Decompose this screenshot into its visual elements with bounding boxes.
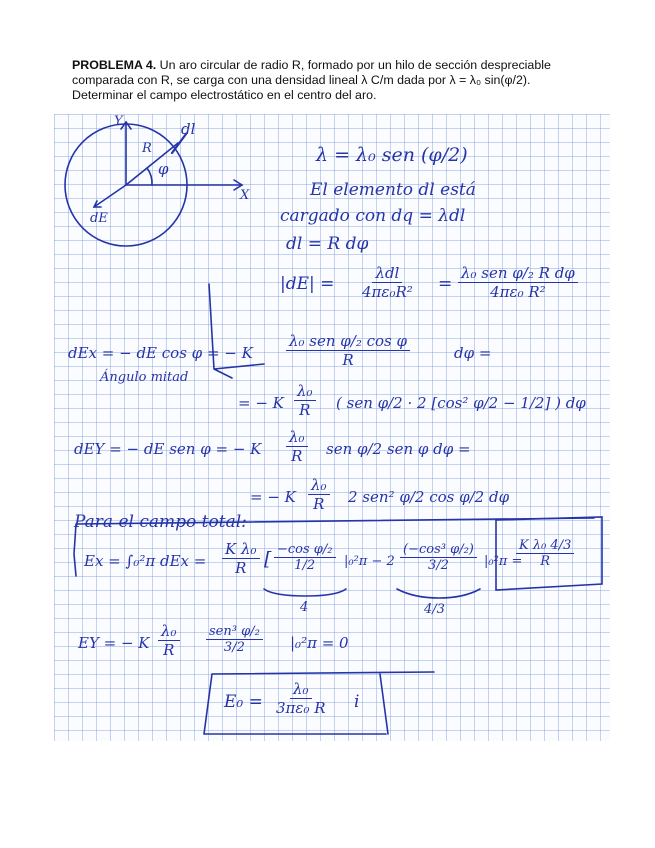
handwritten-solution-sheet bbox=[54, 114, 610, 741]
dex-fraction: λ₀ sen φ/₂ cos φ R bbox=[286, 332, 410, 369]
y-axis-label: Y bbox=[114, 114, 123, 129]
de-label: dE bbox=[90, 211, 108, 226]
ex-fraction-2: $\frac{\text{−cos φ/₂}}{1/2}$ bbox=[274, 542, 336, 573]
ex-result-fraction: $\frac{\text{K λ₀ 4/3}}{R}$ bbox=[516, 538, 574, 569]
problem-statement bbox=[72, 58, 584, 103]
underbrace-2 bbox=[397, 589, 480, 598]
e0-unit-vector: i bbox=[354, 692, 360, 712]
dey-step2-lhs: = − K bbox=[250, 488, 296, 506]
dex-step2-fraction: $\frac{\text{λ₀}}{R}$ bbox=[294, 382, 316, 419]
problem-line-3: Determinar el campo electrostático en el centro del aro. bbox=[72, 88, 377, 102]
dey-step2-fraction: $\frac{\text{λ₀}}{R}$ bbox=[308, 476, 330, 513]
dey-rhs: sen φ/2 sen φ dφ = bbox=[326, 440, 471, 458]
de-magnitude-eq: = bbox=[438, 274, 453, 294]
de-fraction-1: λdl 4πε₀R² bbox=[362, 264, 413, 301]
de-magnitude-lhs: |dE| = bbox=[280, 274, 335, 294]
note-line-4: dl = R dφ bbox=[286, 234, 369, 254]
underbrace-2-value: 4/3 bbox=[424, 602, 445, 617]
ey-fraction-2: sen³ φ/₂ 3/2 bbox=[206, 624, 263, 655]
underbrace-1 bbox=[264, 589, 346, 596]
ex-end: |₀²π = bbox=[484, 554, 523, 569]
ex-fraction-3: $\frac{\text{(−cos³ φ/₂)}}{3/2}$ bbox=[400, 542, 477, 573]
dey-fraction: $\frac{\text{λ₀}}{R}$ bbox=[286, 428, 308, 465]
ex-fraction-1: $\frac{\text{K λ₀}}{R}$ bbox=[222, 540, 260, 577]
e0-lhs: E₀ = bbox=[224, 692, 263, 712]
field-vector-line bbox=[94, 185, 126, 207]
dey-lhs: dEY = − dE sen φ = − K bbox=[74, 440, 262, 458]
total-field-heading: Para el campo total: bbox=[74, 512, 247, 532]
dey-step2-rhs: 2 sen² φ/2 cos φ/2 dφ bbox=[348, 488, 510, 506]
problem-line-1: PROBLEMA 4. Un aro circular de radio R, formado por un hilo de sección despreciable bbox=[72, 58, 551, 72]
ex-mid: |₀²π − 2 bbox=[344, 554, 395, 569]
e0-fraction: $\frac{\text{λ₀}}{\text{3πε₀ R}}$ bbox=[276, 680, 326, 717]
half-angle-note: Ángulo mitad bbox=[100, 370, 189, 385]
dex-rhs: dφ = bbox=[454, 344, 492, 362]
x-axis-label: X bbox=[240, 188, 250, 203]
ey-lhs: EY = − K bbox=[78, 634, 150, 652]
problem-label: PROBLEMA 4. bbox=[72, 58, 157, 72]
dex-lhs: dEx = − dE cos φ = − K bbox=[68, 344, 253, 362]
phi-label: φ bbox=[158, 160, 169, 178]
dex-step2-rhs: ( sen φ/2 · 2 [cos² φ/2 − 1/2] ) dφ bbox=[336, 394, 586, 412]
ey-rhs: |₀²π = 0 bbox=[290, 634, 349, 652]
ex-bracket: [ bbox=[264, 548, 272, 570]
ey-fraction-1: $\frac{\text{λ₀}}{R}$ bbox=[158, 622, 180, 659]
note-line-2: El elemento dl está bbox=[310, 180, 476, 200]
de-fraction-2: λ₀ sen φ/₂ R dφ 4πε₀ R² bbox=[458, 264, 578, 301]
note-line-1: λ = λ₀ sen (φ/2) bbox=[316, 144, 468, 166]
note-line-3: cargado con dq = λdl bbox=[280, 206, 466, 226]
ex-lhs: Ex = ∫₀²π dEx = bbox=[84, 552, 207, 570]
phi-angle-arc bbox=[147, 168, 152, 185]
problem-line-2: comparada con R, se carga con una densidad lineal λ C/m dada por λ = λ₀ sin(φ/2). bbox=[72, 73, 531, 87]
dl-label: dl bbox=[181, 120, 196, 138]
underbrace-1-value: 4 bbox=[300, 600, 309, 615]
angle-note-arrow bbox=[209, 284, 264, 378]
dex-step2-lhs: = − K bbox=[238, 394, 284, 412]
radius-label: R bbox=[142, 141, 152, 156]
